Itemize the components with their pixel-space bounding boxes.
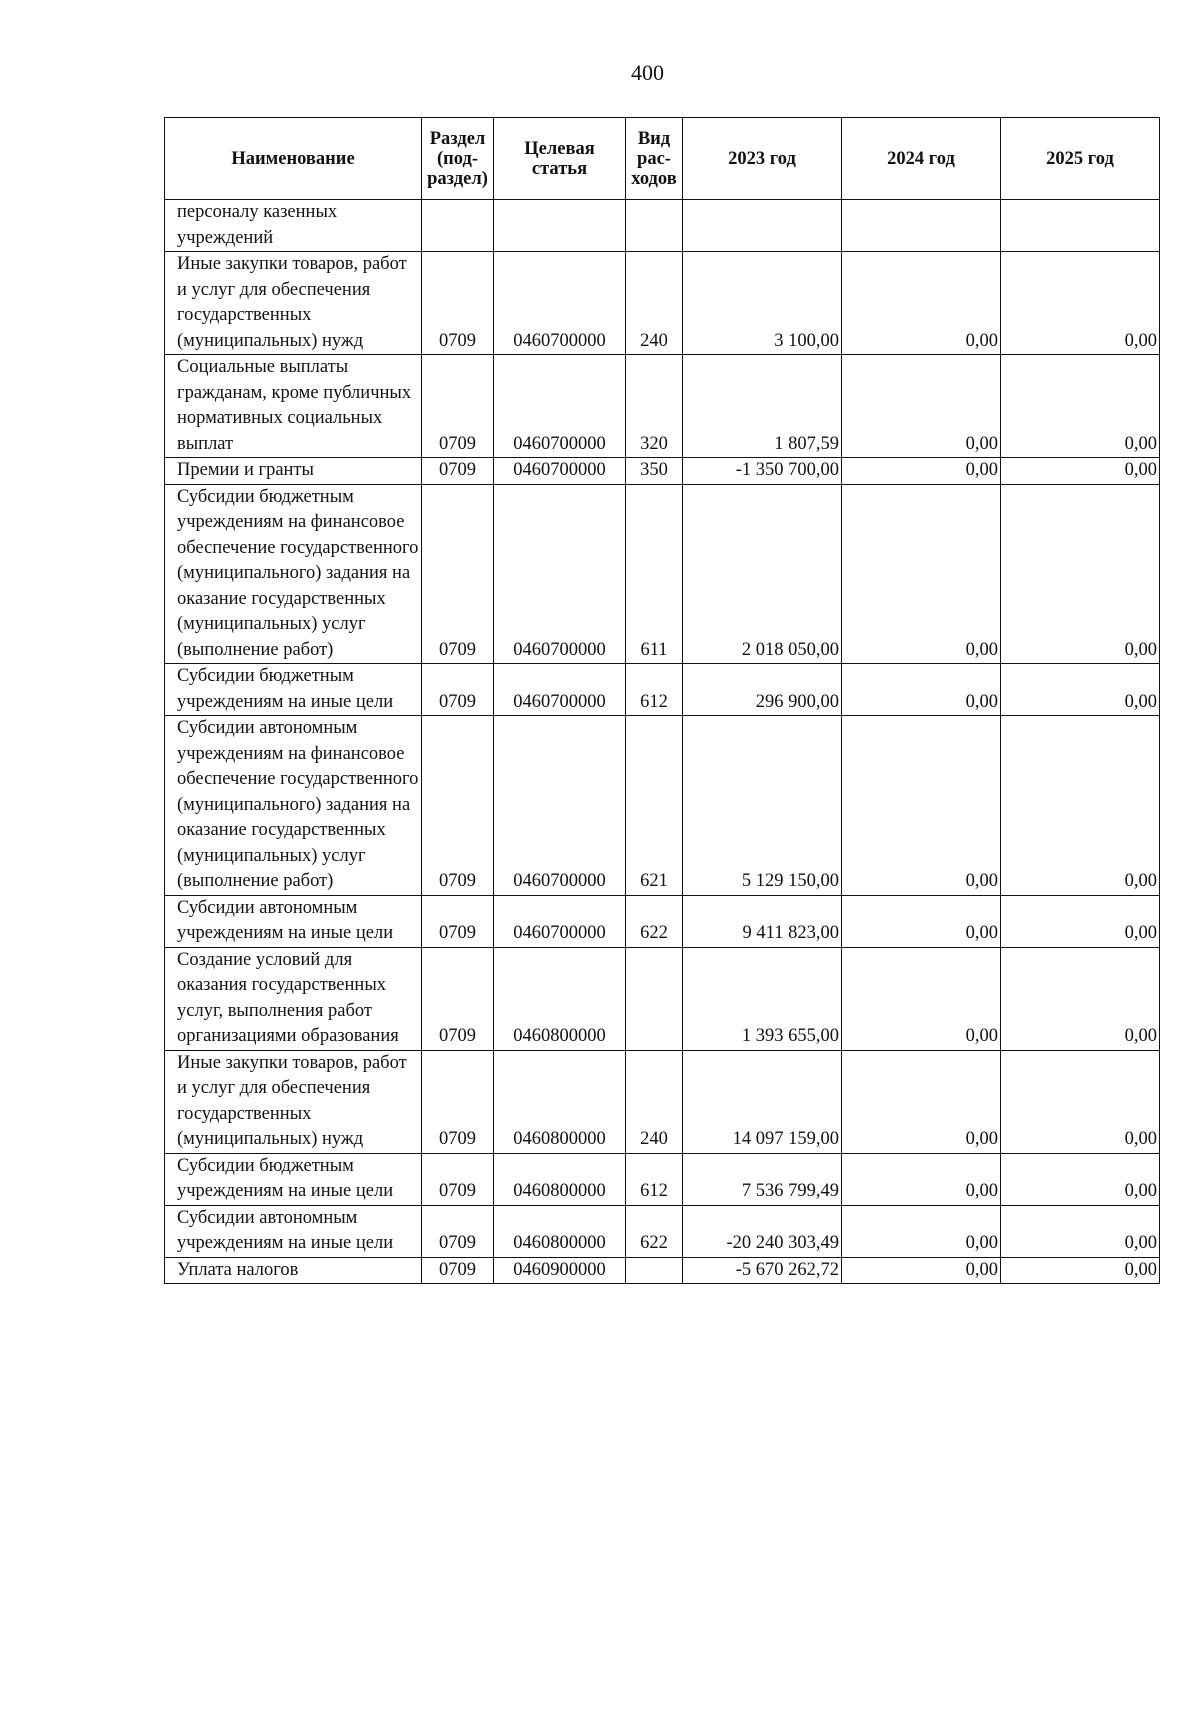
header-name: Наименование <box>165 118 422 200</box>
row-2025: 0,00 <box>1001 1153 1160 1205</box>
row-type: 240 <box>626 252 683 355</box>
row-2025: 0,00 <box>1001 484 1160 664</box>
row-name: Субсидии бюджетным учреждениям на иные цели <box>165 664 422 716</box>
row-2024: 0,00 <box>842 484 1001 664</box>
row-name: Субсидии автономным учреждениям на иные цели <box>165 895 422 947</box>
row-2023: 2 018 050,00 <box>683 484 842 664</box>
header-type: Вид рас-ходов <box>626 118 683 200</box>
row-target: 0460800000 <box>494 1205 626 1257</box>
row-name: персоналу казенных учреждений <box>165 200 422 252</box>
row-target: 0460700000 <box>494 355 626 458</box>
row-target: 0460900000 <box>494 1257 626 1284</box>
row-2025 <box>1001 200 1160 252</box>
row-type: 622 <box>626 1205 683 1257</box>
row-section: 0709 <box>422 484 494 664</box>
table-header-row <box>165 118 1160 200</box>
row-2023: -5 670 262,72 <box>683 1257 842 1284</box>
row-2023: 7 536 799,49 <box>683 1153 842 1205</box>
header-target: Целевая статья <box>494 118 626 200</box>
row-section: 0709 <box>422 1153 494 1205</box>
row-type: 621 <box>626 716 683 896</box>
row-2023: 5 129 150,00 <box>683 716 842 896</box>
row-type: 612 <box>626 1153 683 1205</box>
row-name: Премии и гранты <box>165 458 422 485</box>
row-section: 0709 <box>422 716 494 896</box>
table-row <box>165 716 1160 896</box>
row-name: Социальные выплаты гражданам, кроме публичных нормативных социальных выплат <box>165 355 422 458</box>
row-type: 622 <box>626 895 683 947</box>
table-row <box>165 484 1160 664</box>
row-type <box>626 200 683 252</box>
row-section: 0709 <box>422 1257 494 1284</box>
row-target: 0460700000 <box>494 252 626 355</box>
row-2025: 0,00 <box>1001 664 1160 716</box>
table-row <box>165 252 1160 355</box>
row-target: 0460700000 <box>494 716 626 896</box>
row-2023: 14 097 159,00 <box>683 1050 842 1153</box>
table-row <box>165 355 1160 458</box>
row-2025: 0,00 <box>1001 895 1160 947</box>
row-section: 0709 <box>422 664 494 716</box>
row-section: 0709 <box>422 458 494 485</box>
row-target: 0460800000 <box>494 1153 626 1205</box>
row-2023: 296 900,00 <box>683 664 842 716</box>
row-target: 0460800000 <box>494 1050 626 1153</box>
table-row <box>165 1050 1160 1153</box>
table-row <box>165 1257 1160 1284</box>
row-2024: 0,00 <box>842 355 1001 458</box>
row-2023: -1 350 700,00 <box>683 458 842 485</box>
row-type <box>626 1257 683 1284</box>
row-target: 0460700000 <box>494 458 626 485</box>
row-2024: 0,00 <box>842 1257 1001 1284</box>
row-section <box>422 200 494 252</box>
row-name: Уплата налогов <box>165 1257 422 1284</box>
header-section: Раздел (под-раздел) <box>422 118 494 200</box>
row-2024: 0,00 <box>842 1050 1001 1153</box>
row-section: 0709 <box>422 895 494 947</box>
row-2023: 1 393 655,00 <box>683 947 842 1050</box>
row-2024: 0,00 <box>842 716 1001 896</box>
row-name: Иные закупки товаров, работ и услуг для обеспечения государственных (муниципальных) нужд <box>165 252 422 355</box>
table-row <box>165 200 1160 252</box>
row-name: Субсидии автономным учреждениям на иные цели <box>165 1205 422 1257</box>
header-2025: 2025 год <box>1001 118 1160 200</box>
table-row <box>165 1153 1160 1205</box>
row-target: 0460700000 <box>494 484 626 664</box>
row-section: 0709 <box>422 1050 494 1153</box>
row-target: 0460700000 <box>494 664 626 716</box>
row-section: 0709 <box>422 252 494 355</box>
table-row <box>165 664 1160 716</box>
header-2024: 2024 год <box>842 118 1001 200</box>
row-type: 612 <box>626 664 683 716</box>
row-2024: 0,00 <box>842 1205 1001 1257</box>
row-type <box>626 947 683 1050</box>
row-2024: 0,00 <box>842 895 1001 947</box>
row-type: 611 <box>626 484 683 664</box>
row-2024 <box>842 200 1001 252</box>
row-2024: 0,00 <box>842 458 1001 485</box>
row-2023 <box>683 200 842 252</box>
row-name: Создание условий для оказания государственных услуг, выполнения работ организациями образования <box>165 947 422 1050</box>
row-2024: 0,00 <box>842 1153 1001 1205</box>
row-2025: 0,00 <box>1001 458 1160 485</box>
table-row <box>165 458 1160 485</box>
row-target: 0460700000 <box>494 895 626 947</box>
table-row <box>165 1205 1160 1257</box>
row-name: Субсидии автономным учреждениям на финансовое обеспечение государственного (муниципального) задания на оказание государственных (муниципальных) услуг (выполнение работ) <box>165 716 422 896</box>
row-2023: 3 100,00 <box>683 252 842 355</box>
row-2025: 0,00 <box>1001 947 1160 1050</box>
row-2023: 1 807,59 <box>683 355 842 458</box>
row-2024: 0,00 <box>842 947 1001 1050</box>
table-body <box>165 200 1160 1284</box>
row-section: 0709 <box>422 947 494 1050</box>
header-2023: 2023 год <box>683 118 842 200</box>
row-type: 320 <box>626 355 683 458</box>
row-2024: 0,00 <box>842 664 1001 716</box>
row-2025: 0,00 <box>1001 1205 1160 1257</box>
row-type: 240 <box>626 1050 683 1153</box>
row-target <box>494 200 626 252</box>
row-section: 0709 <box>422 355 494 458</box>
row-name: Иные закупки товаров, работ и услуг для обеспечения государственных (муниципальных) нужд <box>165 1050 422 1153</box>
row-target: 0460800000 <box>494 947 626 1050</box>
row-2025: 0,00 <box>1001 1257 1160 1284</box>
row-section: 0709 <box>422 1205 494 1257</box>
table-row <box>165 947 1160 1050</box>
row-2023: -20 240 303,49 <box>683 1205 842 1257</box>
row-2025: 0,00 <box>1001 252 1160 355</box>
page-number: 400 <box>631 60 664 85</box>
row-2025: 0,00 <box>1001 1050 1160 1153</box>
table-row <box>165 895 1160 947</box>
row-2025: 0,00 <box>1001 716 1160 896</box>
row-name: Субсидии бюджетным учреждениям на иные цели <box>165 1153 422 1205</box>
row-2023: 9 411 823,00 <box>683 895 842 947</box>
row-name: Субсидии бюджетным учреждениям на финансовое обеспечение государственного (муниципального) задания на оказание государственных (муниципальных) услуг (выполнение работ) <box>165 484 422 664</box>
row-2024: 0,00 <box>842 252 1001 355</box>
row-type: 350 <box>626 458 683 485</box>
budget-table <box>164 117 1160 1284</box>
row-2025: 0,00 <box>1001 355 1160 458</box>
